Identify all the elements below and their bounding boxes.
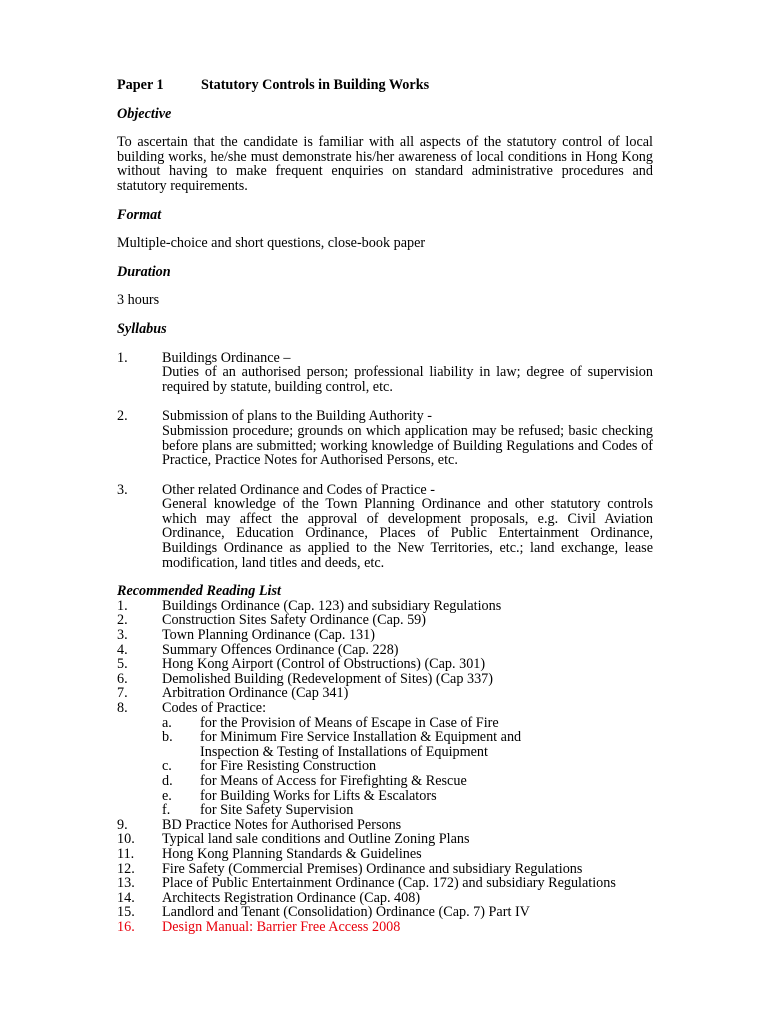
reading-list-item	[117, 672, 653, 687]
syllabus-item-number: 2.	[117, 408, 128, 425]
code-item-text: for Means of Access for Firefighting & Rescue	[200, 772, 467, 789]
paper-title-row	[117, 78, 653, 93]
code-item-text-continued: Inspection & Testing of Installations of Equipment	[200, 743, 488, 760]
code-of-practice-item	[117, 803, 653, 818]
code-item-letter: f.	[162, 802, 171, 819]
code-item-text: for the Provision of Means of Escape in Case of Fire	[200, 714, 499, 731]
reading-list-item	[117, 643, 653, 658]
reading-item-number: 12.	[117, 860, 135, 877]
syllabus-item-text: Duties of an authorised person; professional liability in law; degree of supervision required by statute, building control, etc.	[162, 364, 653, 395]
syllabus-heading: Syllabus	[117, 320, 167, 337]
reading-item-text: Landlord and Tenant (Consolidation) Ordinance (Cap. 7) Part IV	[162, 904, 530, 921]
reading-list-item	[117, 628, 653, 643]
format-text: Multiple-choice and short questions, close-book paper	[117, 235, 426, 252]
syllabus-item-title: Submission of plans to the Building Authority -	[162, 408, 432, 425]
reading-item-text: Arbitration Ordinance (Cap 341)	[162, 685, 349, 702]
reading-list-item	[117, 613, 653, 628]
reading-item-text: Architects Registration Ordinance (Cap. 408)	[162, 889, 421, 906]
reading-item-text: Summary Offences Ordinance (Cap. 228)	[162, 641, 399, 658]
paper-label: Paper 1	[117, 77, 164, 93]
reading-item-number: 1.	[117, 597, 128, 614]
objective-heading: Objective	[117, 105, 172, 122]
reading-item-text: Construction Sites Safety Ordinance (Cap. 59)	[162, 612, 426, 629]
code-item-text: for Minimum Fire Service Installation & Equipment and	[200, 729, 522, 746]
reading-list-item	[117, 891, 653, 906]
code-item-letter: a.	[162, 714, 172, 731]
paper-title: Statutory Controls in Building Works	[201, 77, 430, 93]
reading-item-number: 16.	[117, 918, 135, 935]
reading-list-heading: Recommended Reading List	[117, 583, 281, 600]
reading-item-number: 2.	[117, 612, 128, 629]
reading-item-number: 5.	[117, 656, 128, 673]
reading-list-item-highlighted	[117, 920, 653, 935]
code-of-practice-item	[117, 716, 653, 731]
syllabus-item	[117, 409, 653, 467]
code-of-practice-item	[117, 730, 653, 759]
code-item-text: for Fire Resisting Construction	[200, 758, 377, 775]
reading-item-number: 15.	[117, 904, 135, 921]
reading-list-item	[117, 876, 653, 891]
reading-item-number: 14.	[117, 889, 135, 906]
reading-item-number: 3.	[117, 627, 128, 644]
syllabus-item	[117, 351, 653, 395]
reading-item-number: 9.	[117, 816, 128, 833]
reading-item-number: 6.	[117, 670, 128, 687]
code-item-letter: d.	[162, 772, 173, 789]
syllabus-item-number: 1.	[117, 349, 128, 366]
reading-list-item	[117, 847, 653, 862]
reading-list-item	[117, 862, 653, 877]
objective-text: To ascertain that the candidate is familiar with all aspects of the statutory control of local building works, he/she must demonstrate his/her awareness of local conditions in Hong Kong without having to make frequent enquiries on standard administrative procedures and statutory requirements.	[117, 134, 653, 194]
reading-item-number: 4.	[117, 641, 128, 658]
syllabus-item-text: Submission procedure; grounds on which application may be refused; basic checking before plans are submitted; working knowledge of Building Regulations and Codes of Practice, Practice Notes for Authorised Persons, etc.	[162, 422, 653, 469]
reading-list-item	[117, 905, 653, 920]
code-item-letter: c.	[162, 758, 172, 775]
syllabus-item-title: Other related Ordinance and Codes of Practice -	[162, 481, 435, 498]
reading-item-text: Hong Kong Planning Standards & Guidelines	[162, 845, 422, 862]
reading-list-item	[117, 599, 653, 614]
reading-item-text: Typical land sale conditions and Outline Zoning Plans	[162, 831, 470, 848]
reading-item-text: Hong Kong Airport (Control of Obstructions) (Cap. 301)	[162, 656, 486, 673]
duration-text: 3 hours	[117, 292, 160, 309]
code-of-practice-item	[117, 774, 653, 789]
code-item-letter: b.	[162, 729, 173, 746]
reading-item-text: Town Planning Ordinance (Cap. 131)	[162, 627, 375, 644]
reading-item-text: Buildings Ordinance (Cap. 123) and subsidiary Regulations	[162, 597, 502, 614]
code-of-practice-item	[117, 789, 653, 804]
reading-item-number: 8.	[117, 700, 128, 716]
syllabus-item	[117, 483, 653, 571]
syllabus-item-title: Buildings Ordinance –	[162, 349, 291, 366]
reading-item-number: 13.	[117, 875, 135, 892]
reading-item-text: BD Practice Notes for Authorised Persons	[162, 816, 402, 833]
reading-item-number: 11.	[117, 845, 135, 862]
reading-item-text: Design Manual: Barrier Free Access 2008	[162, 918, 401, 935]
reading-item-number: 10.	[117, 831, 135, 848]
reading-item-text: Fire Safety (Commercial Premises) Ordinance and subsidiary Regulations	[162, 860, 583, 877]
reading-item-text: Demolished Building (Redevelopment of Sites) (Cap 337)	[162, 670, 493, 687]
reading-item-number: 7.	[117, 685, 128, 702]
reading-item-text: Place of Public Entertainment Ordinance (Cap. 172) and subsidiary Regulations	[162, 875, 616, 892]
syllabus-item-number: 3.	[117, 481, 128, 498]
reading-list-item	[117, 657, 653, 672]
reading-list-item	[117, 701, 653, 716]
reading-list-item	[117, 686, 653, 701]
syllabus-item-text: General knowledge of the Town Planning Ordinance and other statutory controls which may affect the approval of development proposals, e.g. Civil Aviation Ordinance, Education Ordinance, Places of Public Entertainment Ordinance, Buildings Ordinance as applied to the New Territories, etc.; land exchange, lease modification, land titles and deeds, etc.	[162, 496, 653, 571]
reading-list-item	[117, 832, 653, 847]
duration-heading: Duration	[117, 263, 171, 280]
code-item-text: for Building Works for Lifts & Escalators	[200, 787, 437, 804]
code-of-practice-item	[117, 759, 653, 774]
code-item-text: for Site Safety Supervision	[200, 802, 354, 819]
code-item-letter: e.	[162, 787, 172, 804]
format-heading: Format	[117, 206, 162, 223]
reading-list-item	[117, 818, 653, 833]
reading-item-text: Codes of Practice:	[162, 700, 267, 716]
document-page	[117, 78, 653, 935]
